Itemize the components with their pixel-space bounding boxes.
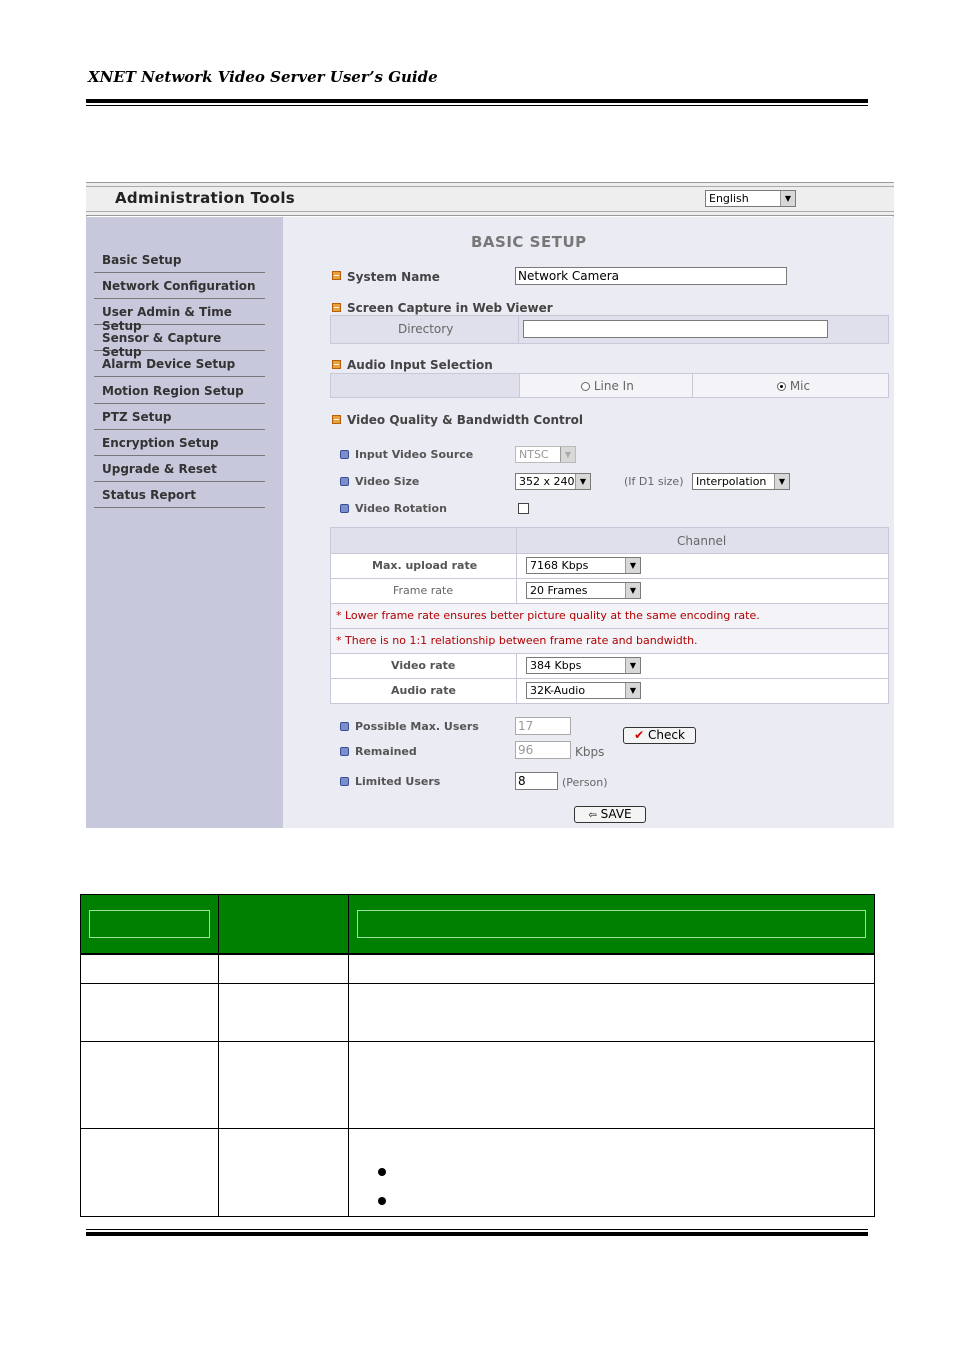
- chevron-down-icon: ▼: [625, 683, 640, 698]
- footer-rule: [86, 1232, 868, 1236]
- video-size-value: 352 x 240: [519, 475, 575, 488]
- bandwidth-note: * There is no 1:1 relationship between frame rate and bandwidth.: [336, 634, 698, 647]
- video-rate-value: 384 Kbps: [530, 659, 582, 672]
- frame-rate-select[interactable]: [526, 582, 641, 599]
- bullet-icon: [378, 1197, 386, 1205]
- audio-rate-label: Audio rate: [391, 684, 456, 697]
- video-rate-label: Video rate: [391, 659, 456, 672]
- remained-label: Remained: [355, 745, 417, 758]
- section-bullet-icon: [332, 303, 341, 312]
- chevron-down-icon: ▼: [774, 474, 789, 489]
- item-bullet-icon: [340, 747, 349, 756]
- possible-max-users-input[interactable]: 17: [515, 717, 571, 735]
- max-upload-rate-value: 7168 Kbps: [530, 559, 589, 572]
- header-rule: [86, 99, 868, 103]
- line-in-radio[interactable]: [581, 379, 634, 393]
- sidebar-item-upgrade-reset[interactable]: Upgrade & Reset: [94, 456, 265, 482]
- header-rule-thin: [86, 105, 868, 106]
- radio-icon: [581, 382, 590, 391]
- directory-input[interactable]: [523, 320, 828, 338]
- video-rate-select[interactable]: [526, 657, 641, 674]
- sidebar-item-network-configuration[interactable]: Network Configuration: [94, 273, 265, 299]
- arrow-left-icon: ⇦: [588, 810, 597, 821]
- checkmark-icon: ✔: [634, 728, 645, 742]
- item-bullet-icon: [340, 504, 349, 513]
- sidebar-item-encryption-setup[interactable]: Encryption Setup: [94, 430, 265, 456]
- chevron-down-icon: ▼: [780, 191, 795, 206]
- item-bullet-icon: [340, 450, 349, 459]
- possible-max-users-label: Possible Max. Users: [355, 720, 479, 733]
- input-video-source-value: NTSC: [519, 448, 549, 461]
- max-upload-rate-label: Max. upload rate: [372, 559, 478, 572]
- language-select[interactable]: [705, 190, 796, 207]
- item-bullet-icon: [340, 722, 349, 731]
- input-video-source-label: Input Video Source: [355, 448, 474, 461]
- language-value: English: [709, 192, 749, 205]
- line-in-label: Line In: [593, 379, 634, 393]
- video-quality-label: Video Quality & Bandwidth Control: [347, 413, 584, 427]
- d1-interpolation-value: Interpolation: [696, 475, 767, 488]
- footer-rule-thin: [86, 1229, 868, 1230]
- item-bullet-icon: [340, 777, 349, 786]
- parameter-table: [80, 894, 875, 1217]
- sidebar-item-basic-setup[interactable]: Basic Setup: [94, 247, 265, 273]
- remained-unit: Kbps: [575, 745, 605, 759]
- save-button[interactable]: [574, 806, 646, 823]
- section-bullet-icon: [332, 360, 341, 369]
- sidebar-item-sensor-capture-setup[interactable]: Sensor & Capture Setup: [94, 325, 265, 351]
- limited-users-unit: (Person): [562, 776, 608, 789]
- check-button[interactable]: [623, 727, 696, 744]
- max-upload-rate-select[interactable]: [526, 557, 641, 574]
- section-bullet-icon: [332, 271, 341, 280]
- video-size-label: Video Size: [355, 475, 420, 488]
- channel-header-blank: [330, 527, 517, 554]
- header-cell-box: [89, 910, 210, 938]
- limited-users-label: Limited Users: [355, 775, 441, 788]
- audio-rate-select[interactable]: [526, 682, 641, 699]
- directory-label: Directory: [398, 322, 454, 336]
- bullet-icon: [378, 1168, 386, 1176]
- remained-input[interactable]: 96: [515, 741, 571, 759]
- chevron-down-icon: ▼: [625, 583, 640, 598]
- frame-rate-note: * Lower frame rate ensures better picture quality at the same encoding rate.: [336, 609, 760, 622]
- system-name-input[interactable]: Network Camera: [515, 267, 787, 285]
- sidebar-item-ptz-setup[interactable]: PTZ Setup: [94, 404, 265, 430]
- chevron-down-icon: ▼: [625, 658, 640, 673]
- channel-header: Channel: [677, 534, 727, 548]
- audio-rate-value: 32K-Audio: [530, 684, 586, 697]
- sidebar-item-alarm-device-setup[interactable]: Alarm Device Setup: [94, 351, 265, 377]
- page-title: BASIC SETUP: [471, 233, 587, 251]
- d1-interpolation-select[interactable]: [692, 473, 790, 490]
- audio-input-label: Audio Input Selection: [347, 358, 493, 372]
- system-name-label: System Name: [347, 270, 440, 284]
- item-bullet-icon: [340, 477, 349, 486]
- frame-rate-label: Frame rate: [393, 584, 454, 597]
- mic-radio[interactable]: [777, 379, 810, 393]
- input-video-source-select[interactable]: [515, 446, 576, 463]
- sidebar-item-status-report[interactable]: Status Report: [94, 482, 265, 508]
- radio-selected-icon: [777, 382, 786, 391]
- chevron-down-icon: ▼: [575, 474, 590, 489]
- chevron-down-icon: ▼: [560, 447, 575, 462]
- section-bullet-icon: [332, 415, 341, 424]
- sidebar-item-motion-region-setup[interactable]: Motion Region Setup: [94, 378, 265, 404]
- check-button-label: Check: [647, 728, 685, 742]
- header-cell-box: [357, 910, 866, 938]
- d1-size-label: (If D1 size): [624, 475, 684, 488]
- video-size-select[interactable]: [515, 473, 591, 490]
- sidebar-item-user-admin-time-setup[interactable]: User Admin & Time Setup: [94, 299, 265, 325]
- video-rotation-checkbox[interactable]: [518, 503, 529, 514]
- chevron-down-icon: ▼: [625, 558, 640, 573]
- limited-users-input[interactable]: 8: [515, 772, 558, 790]
- audio-label-cell: [330, 373, 520, 398]
- video-rotation-label: Video Rotation: [355, 502, 447, 515]
- screen-capture-label: Screen Capture in Web Viewer: [347, 301, 553, 315]
- admin-title: Administration Tools: [115, 189, 295, 207]
- save-button-label: SAVE: [600, 807, 632, 821]
- frame-rate-value: 20 Frames: [530, 584, 588, 597]
- mic-label: Mic: [789, 379, 811, 393]
- document-header: XNET Network Video Server User’s Guide: [88, 68, 438, 86]
